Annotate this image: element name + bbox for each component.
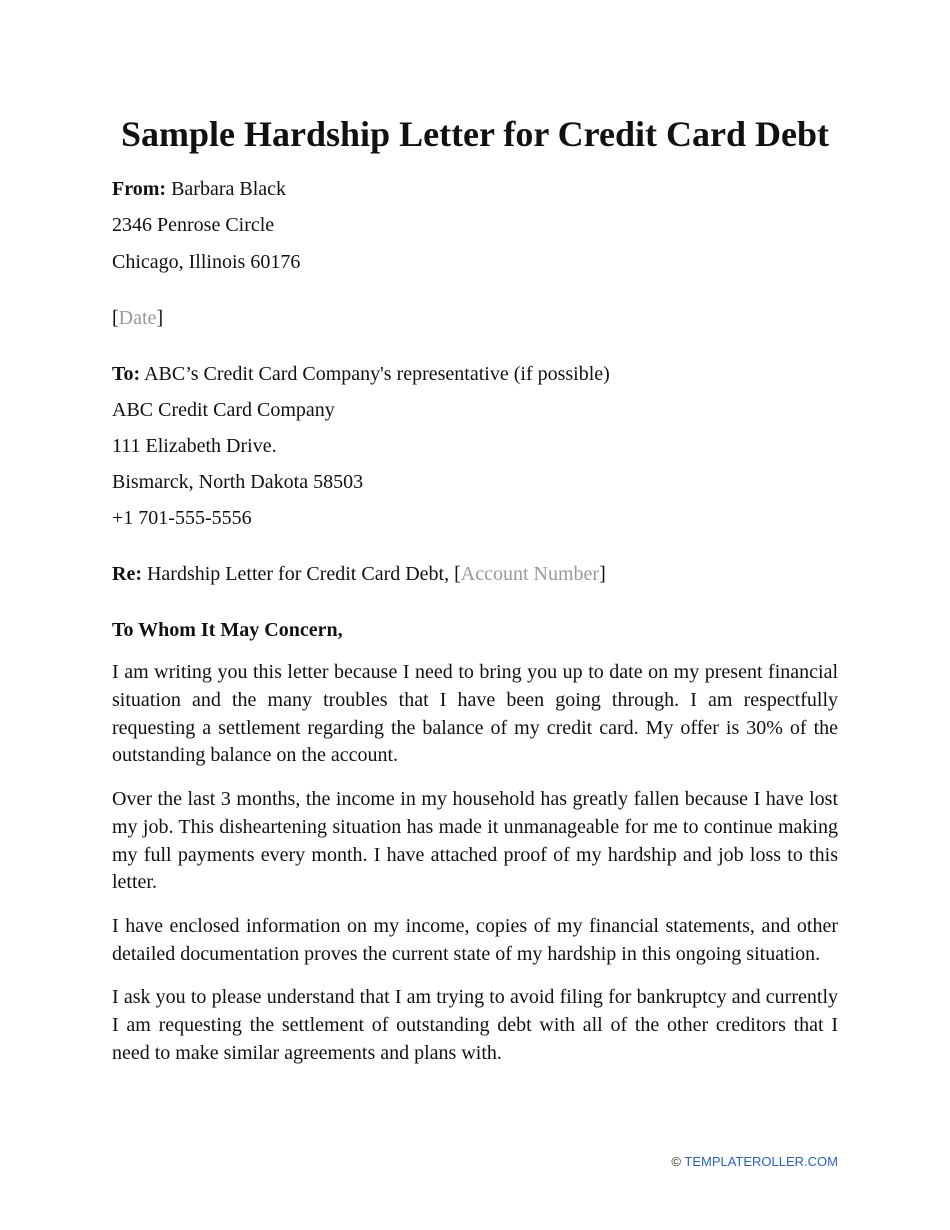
templateroller-link[interactable]: TEMPLATEROLLER.COM [684,1154,838,1169]
recipient-attention: ABC’s Credit Card Company's representative (if possible) [144,363,610,385]
subject-line [112,561,606,587]
account-close-bracket: ] [599,563,606,585]
recipient-street: 111 Elizabeth Drive. [112,435,277,457]
subject-text: Hardship Letter for Credit Card Debt, [146,563,455,585]
body-paragraph-1: I am writing you this letter because I need to bring you up to date on my present financial situation and the many troubles that I have been going through. I am respectfully requesting a settlement regarding the balance of my credit card. My offer is 30% of the outstanding balance on the account. [112,661,838,767]
date-open-bracket: [ [112,307,119,329]
to-label: To: [112,363,141,385]
footer-credit [671,1154,838,1170]
recipient-company: ABC Credit Card Company [112,399,335,421]
sender-city: Chicago, Illinois 60176 [112,251,301,273]
salutation: To Whom It May Concern, [112,619,343,641]
body-paragraph-3: I have enclosed information on my income, copies of my financial statements, and other detailed documentation proves the current state of my hardship in this ongoing situation. [112,915,838,965]
date-close-bracket: ] [156,307,164,329]
body-paragraph-4: I ask you to please understand that I am trying to avoid filing for bankruptcy and currently I am requesting the settlement of outstanding debt with all of the other creditors that I need to make similar agreements and plans with. [112,986,838,1064]
page-title: Sample Hardship Letter for Credit Card Debt [121,114,829,154]
date-line [112,305,163,331]
sender-name-line [112,176,286,202]
sender-street: 2346 Penrose Circle [112,214,275,236]
recipient-phone: +1 701-555-5556 [112,507,252,529]
re-label: Re: [112,563,142,585]
copyright-symbol: © [671,1154,681,1169]
recipient-attention-line [112,361,610,387]
account-number-placeholder: Account Number [460,563,600,585]
recipient-city: Bismarck, North Dakota 58503 [112,471,364,493]
body-paragraph-2: Over the last 3 months, the income in my household has greatly fallen because I have lost my job. This disheartening situation has made it unmanageable for me to continue making my full payments every month. I have attached proof of my hardship and job loss to this letter. [112,788,838,894]
date-placeholder: Date [118,307,157,329]
from-label: From: [112,178,167,200]
sender-name: Barbara Black [171,178,287,200]
account-open-bracket: [ [454,563,461,585]
